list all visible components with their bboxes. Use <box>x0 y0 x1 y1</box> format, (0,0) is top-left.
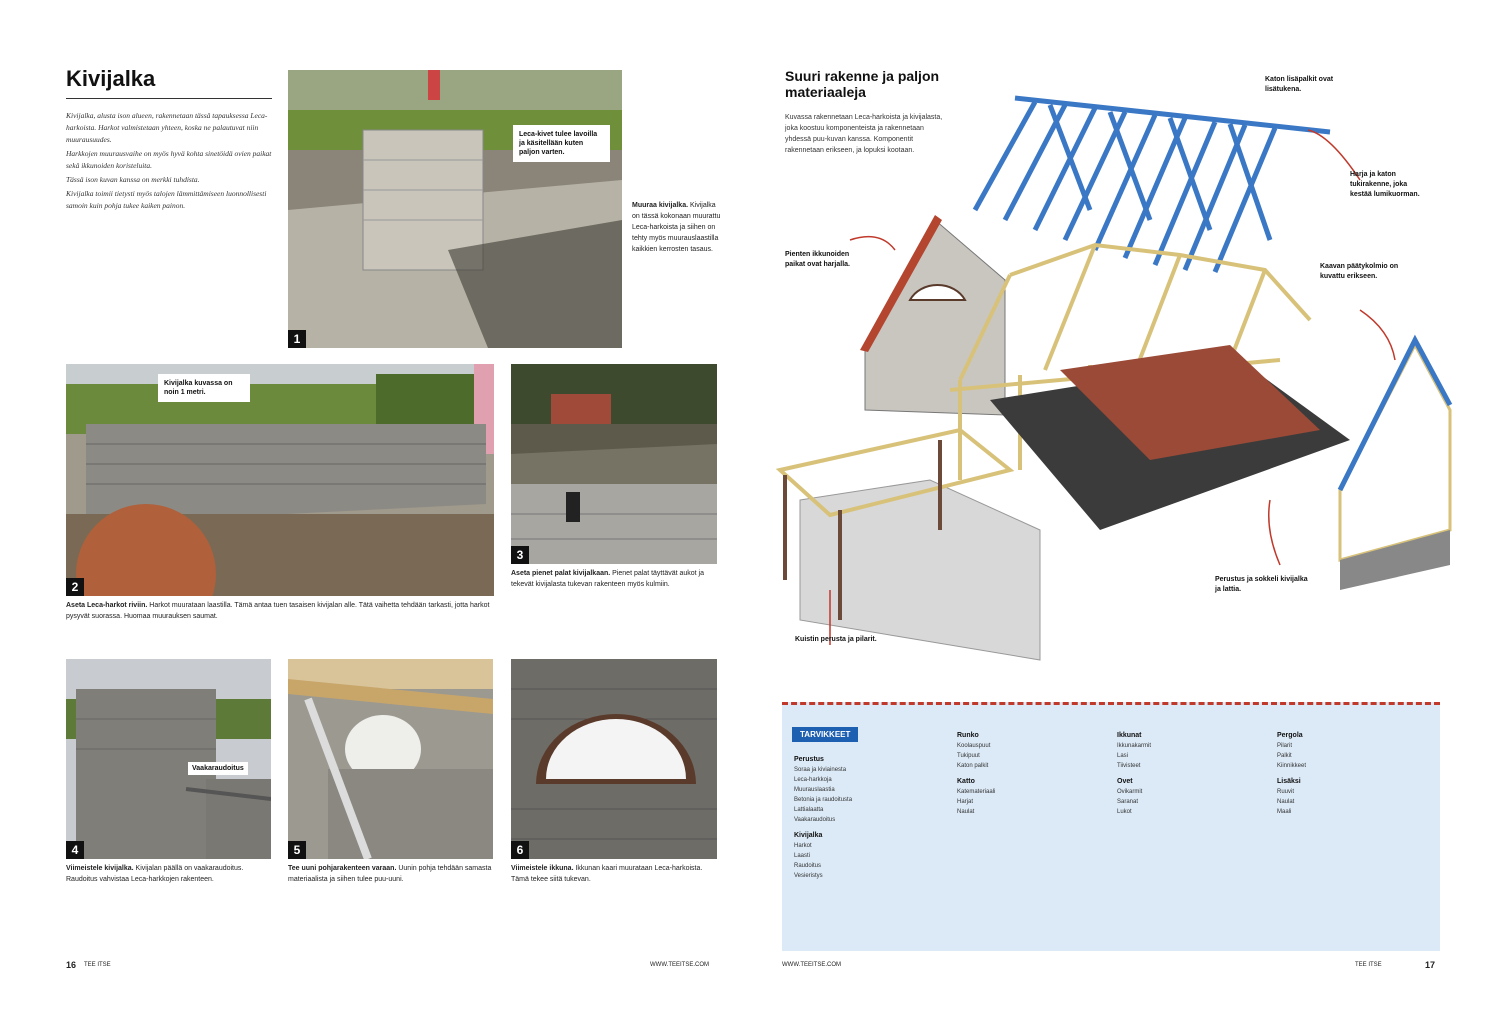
title-line-1: Suuri rakenne ja paljon <box>785 68 940 84</box>
list-item: Katemateriaali <box>957 789 996 795</box>
photo-number: 1 <box>288 330 306 348</box>
list-item: Lukot <box>1117 809 1132 815</box>
footer-brand-left: TEE ITSE <box>84 962 111 968</box>
caption-5 <box>288 863 493 885</box>
right-intro: Kuvassa rakennetaan Leca-harkoista ja kivijalasta, joka koostuu komponenteista ja rakennetaan yhdessä puu-kuvan kanssa. Komponentit rakennetaan erikseen, ja lopuksi kootaan. <box>785 114 943 154</box>
materials-column-4 <box>1277 725 1427 817</box>
caption-text: Pienet palat täyttävät aukot ja tekevät kivijalasta tukevan rakenteen myös kulmiin. <box>511 570 705 588</box>
note-gable: Kaavan päätykolmio on kuvattu erikseen. <box>1320 263 1399 280</box>
list-item: Saranat <box>1117 799 1139 805</box>
footer-brand-right: TEE ITSE <box>1355 962 1382 968</box>
list-heading: Perustus <box>794 756 824 763</box>
list-item: Leca-harkkoja <box>794 777 832 783</box>
list-item: Vaakaraudoitus <box>794 817 836 823</box>
list-item: Maali <box>1277 809 1292 815</box>
note-porch: Kuistin perusta ja pilarit. <box>795 636 877 643</box>
list-item: Raudoitus <box>794 863 822 869</box>
list-item: Pilarit <box>1277 743 1293 749</box>
intro-paragraph: Kivijalka, alusta ison alueen, rakennetaan tässä tapauksessa Leca-harkoista. Harkot valmistetaan yhteen, koska ne palautuvat niin muurausuudes. <box>66 111 268 144</box>
caption-text: Uunin pohja tehdään samasta materiaalista ja siihen tulee puu-uuni. <box>288 865 492 883</box>
materials-column-2 <box>957 725 1107 817</box>
side-caption-text: Kivijalka on tässä kokonaan muurattu Leca-harkoista ja siihen on tehty myös muurauslaastilla kaikkien kerrosten tasaus. <box>632 202 721 253</box>
photo-5 <box>288 659 493 859</box>
list-item: Harjat <box>957 799 974 805</box>
caption-text: Ikkunan kaari muurataan Leca-harkoista. Tämä tekee siitä tukevan. <box>511 865 703 883</box>
caption-bold: Tee uuni pohjarakenteen varaan. <box>288 865 397 872</box>
photo-1 <box>288 70 622 348</box>
page-number-right: 17 <box>1425 960 1436 970</box>
list-item: Betonia ja raudoitusta <box>794 797 853 803</box>
list-item: Vesieristys <box>794 873 823 879</box>
photo-4 <box>66 659 271 859</box>
photo-label: Vaakaraudoitus <box>188 762 248 775</box>
note-foundation: Perustus ja sokkeli kivijalka ja lattia. <box>1215 576 1308 593</box>
caption-bold: Aseta Leca-harkot riviin. <box>66 602 148 609</box>
list-item: Kiinnikkeet <box>1277 763 1307 769</box>
materials-panel <box>782 702 1440 951</box>
photo-callout: Kivijalka kuvassa on noin 1 metri. <box>158 374 250 402</box>
left-page-title: Kivijalka <box>66 66 156 91</box>
list-item: Naulat <box>957 809 975 815</box>
intro-paragraph: Kivijalka toimii tietysti myös talojen lämmittämiseen luonnollisesti samoin kuin pohja tukee kaiken painon. <box>66 189 267 210</box>
photo-number: 5 <box>288 841 306 859</box>
list-item: Koolauspuut <box>957 743 991 749</box>
footer-url-right: WWW.TEEITSE.COM <box>782 962 841 968</box>
photo-number: 2 <box>66 578 84 596</box>
photo-number: 6 <box>511 841 529 859</box>
photo-callout: Leca-kivet tulee lavoilla ja käsitellään kuten paljon varten. <box>513 125 610 162</box>
list-item: Ikkunakarmit <box>1117 743 1152 749</box>
caption-2 <box>66 600 494 622</box>
list-item: Katon palkit <box>957 763 989 769</box>
list-heading: Ovet <box>1117 778 1133 785</box>
caption-bold: Viimeistele kivijalka. <box>66 865 134 872</box>
photo-number: 3 <box>511 546 529 564</box>
list-item: Tukipuut <box>957 753 980 759</box>
note-ridge: Harja ja katon tukirakenne, joka kestää lumikuorman. <box>1350 171 1420 198</box>
list-item: Naulat <box>1277 799 1295 805</box>
left-intro <box>66 110 272 214</box>
photo-2 <box>66 364 494 596</box>
caption-3 <box>511 568 717 590</box>
materials-title: TARVIKKEET <box>800 730 851 739</box>
intro-paragraph: Tässä ison kuvan kanssa on merkki tuhdista. <box>66 175 200 184</box>
list-heading: Kivijalka <box>794 832 823 839</box>
list-item: Laasti <box>794 853 811 859</box>
caption-4 <box>66 863 271 885</box>
caption-text: Kivijalan päällä on vaakaraudoitus. Raudoitus vahvistaa Leca-harkkojen rakenteen. <box>66 865 244 883</box>
materials-column-3 <box>1117 725 1267 817</box>
list-heading: Pergola <box>1277 732 1303 739</box>
caption-text: Harkot muurataan laastilla. Tämä antaa tuen tasaisen kivijalan alle. Tätä vaihetta tehdään tarkasti, jotta harkot pysyvät suorassa. Huomaa muurauksen saumat. <box>66 602 490 620</box>
intro-paragraph: Harkkojen muurausvaihe on myös hyvä kohta sinetöidä ovien paikat sekä ikkunoiden koristeluita. <box>66 149 272 170</box>
footer-url-left: WWW.TEEITSE.COM <box>650 962 709 968</box>
page-number-left: 16 <box>66 960 77 970</box>
list-item: Soraa ja kiviainesta <box>794 767 847 773</box>
list-item: Lattialaatta <box>794 807 824 813</box>
photo-6 <box>511 659 717 859</box>
materials-column-1 <box>794 749 944 881</box>
roof-rafters <box>975 98 1330 272</box>
list-item: Lasi <box>1117 753 1129 759</box>
caption-bold: Viimeistele ikkuna. <box>511 865 574 872</box>
materials-header <box>792 727 858 742</box>
right-gable-roof <box>1340 340 1450 490</box>
list-heading: Katto <box>957 778 975 785</box>
list-item: Ovikarmit <box>1117 789 1143 795</box>
right-gable-base <box>1340 530 1450 590</box>
photo-number: 4 <box>66 841 84 859</box>
title-rule <box>66 98 272 99</box>
list-item: Tiivisteet <box>1117 763 1141 769</box>
list-item: Harkot <box>794 843 812 849</box>
exploded-house-diagram <box>760 60 1460 700</box>
side-caption-bold: Muuraa kivijalka. <box>632 202 689 209</box>
list-heading: Ikkunat <box>1117 732 1142 739</box>
list-heading: Lisäksi <box>1277 778 1301 785</box>
caption-6 <box>511 863 717 885</box>
list-item: Muurauslaastia <box>794 787 835 793</box>
caption-bold: Aseta pienet palat kivijalkaan. <box>511 570 611 577</box>
list-heading: Runko <box>957 732 979 739</box>
note-windows: Pienten ikkunoiden paikat ovat harjalla. <box>785 251 850 268</box>
list-item: Palkit <box>1277 753 1292 759</box>
note-roof-extra: Katon lisäpalkit ovat lisätukena. <box>1265 76 1334 93</box>
list-item: Ruuvit <box>1277 789 1295 795</box>
photo-3 <box>511 364 717 564</box>
side-caption <box>632 200 724 255</box>
title-line-2: materiaaleja <box>785 84 866 100</box>
plinth <box>800 480 1040 660</box>
